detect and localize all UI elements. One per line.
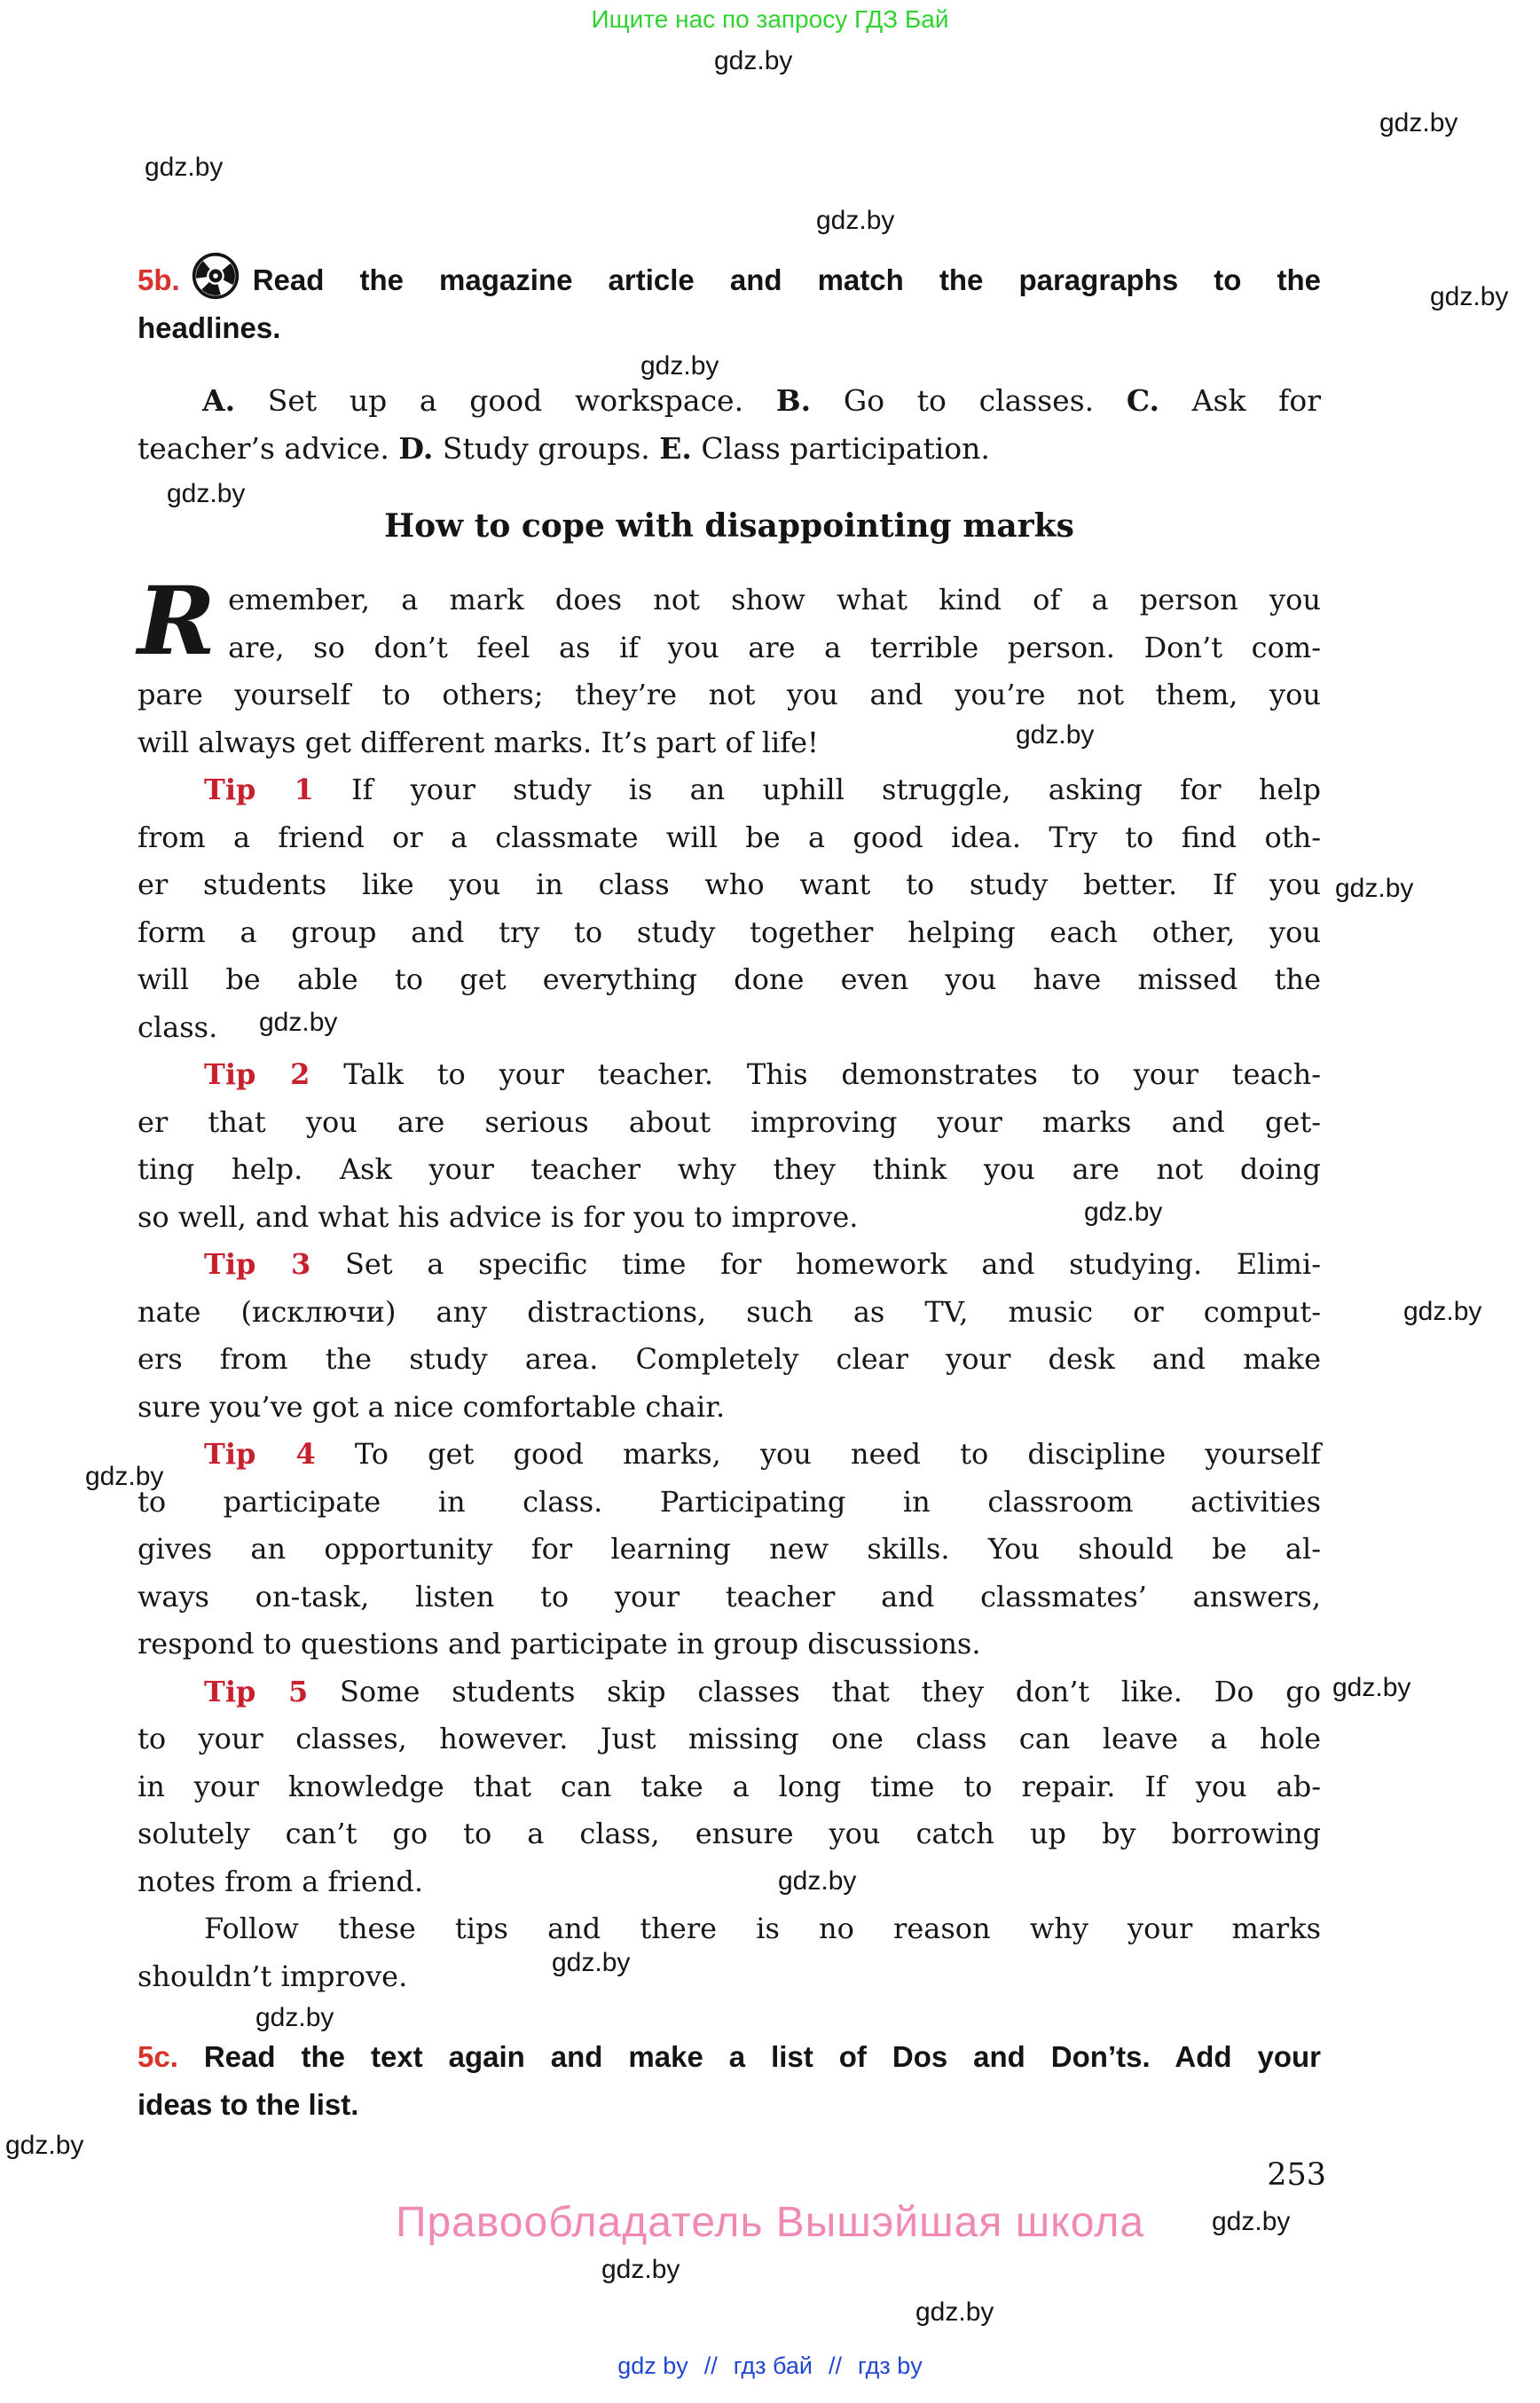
text-line: [138, 1479, 1321, 1527]
text-run: to participate in class. Participating in classroom activities: [138, 1484, 1321, 1519]
footer-separator: //: [703, 2352, 718, 2379]
text-line: [138, 624, 1321, 672]
instruction-text: ideas to the list.: [138, 2088, 359, 2121]
watermark: gdz.by: [5, 2131, 84, 2160]
watermark: gdz.by: [259, 1008, 338, 1037]
tip-label: Tip 2: [204, 1057, 310, 1091]
text-line: [138, 1763, 1321, 1811]
text-line: [138, 1146, 1321, 1194]
watermark: gdz.by: [915, 2297, 994, 2327]
text-line: [138, 1336, 1321, 1384]
text-run: Some students skip classes that they don’t like. Do go: [308, 1674, 1322, 1708]
text-run: emember, a mark does not show what kind of a person you: [228, 583, 1321, 616]
option-letter: B.: [775, 383, 812, 418]
exercise-5b-instruction: [138, 251, 1321, 352]
watermark: gdz.by: [640, 351, 719, 381]
text-line: [138, 1099, 1321, 1147]
text-line: [138, 1905, 1321, 1953]
text-line: [138, 719, 1321, 767]
cd-icon: [191, 251, 240, 301]
text-line: [138, 1621, 1321, 1669]
text-line: [138, 251, 1321, 304]
text-run: ers from the study area. Completely clear your desk and make: [138, 1342, 1321, 1376]
tip-label: Tip 1: [204, 773, 314, 806]
text-line: [138, 377, 1321, 425]
text-line: [138, 814, 1321, 862]
text-line: [138, 1526, 1321, 1574]
watermark: gdz.by: [167, 479, 246, 508]
text-line: [138, 1004, 1321, 1052]
exercise-5c-instruction: [138, 2033, 1321, 2129]
footer-separator: //: [828, 2352, 842, 2379]
text-run: If your study is an uphill struggle, asking for help: [313, 773, 1322, 806]
text-run: solutely can’t go to a class, ensure you catch up by borrowing: [138, 1817, 1321, 1850]
watermark: gdz.by: [1332, 1673, 1411, 1702]
text-line: [138, 1289, 1321, 1337]
watermark: gdz.by: [1403, 1297, 1482, 1326]
text-run: Talk to your teacher. This demonstrates to your teach-: [310, 1057, 1322, 1091]
tip-label: Tip 3: [204, 1247, 311, 1281]
text-run: so well, and what his advice is for you to improve.: [138, 1199, 859, 1234]
text-line: [138, 577, 1321, 624]
footer-link[interactable]: гдз by: [858, 2352, 923, 2379]
text-run: Set a specific time for homework and studying. Elimi-: [310, 1247, 1322, 1281]
text-run: from a friend or a classmate will be a good idea. Try to find oth-: [138, 820, 1321, 854]
text-run: teacher’s advice.: [138, 431, 399, 466]
watermark: gdz.by: [85, 1462, 164, 1491]
watermark: gdz.by: [1430, 282, 1509, 311]
task-number: 5b.: [138, 263, 180, 296]
watermark: gdz.by: [1016, 720, 1095, 750]
text-line: [138, 766, 1321, 814]
option-letter: A.: [202, 383, 236, 418]
text-run: Study groups.: [433, 431, 660, 466]
option-letter: E.: [659, 431, 692, 466]
text-run: Go to classes.: [811, 383, 1127, 418]
text-run: gives an opportunity for learning new skills. You should be al-: [138, 1532, 1321, 1566]
footer-link[interactable]: gdz by: [617, 2352, 688, 2379]
watermark: gdz.by: [1379, 108, 1458, 137]
drop-cap: R: [138, 565, 216, 676]
watermark: gdz.by: [1212, 2207, 1291, 2236]
text-line: [138, 1051, 1321, 1099]
text-run: Set up a good workspace.: [235, 383, 776, 418]
text-line: [138, 2033, 1321, 2081]
footer-links: [0, 2352, 1540, 2380]
text-line: [138, 671, 1321, 719]
text-line: [138, 1953, 1321, 2001]
watermark: gdz.by: [778, 1866, 857, 1896]
text-line: [138, 1574, 1321, 1622]
task-number: 5c.: [138, 2040, 178, 2073]
text-run: Ask for: [1159, 383, 1321, 418]
publisher-note: Правообладатель Вышэйшая школа: [395, 2199, 1145, 2246]
text-line: [138, 1669, 1321, 1716]
article-title: How to cope with disappointing marks: [384, 507, 1074, 545]
watermark: gdz.by: [552, 1948, 631, 1977]
text-line: [138, 1241, 1321, 1289]
text-run: er students like you in class who want to study better. If you: [138, 868, 1321, 901]
watermark: gdz.by: [255, 2003, 334, 2032]
text-line: [138, 425, 1321, 473]
option-letter: D.: [398, 431, 434, 466]
text-line: [138, 2081, 1321, 2129]
tip-label: Tip 5: [204, 1674, 309, 1708]
text-run: ting help. Ask your teacher why they think you are not doing: [138, 1152, 1321, 1186]
text-run: in your knowledge that can take a long time to repair. If you ab-: [138, 1769, 1321, 1803]
text-line: [138, 861, 1321, 909]
text-run: shouldn’t improve.: [138, 1959, 408, 1993]
page-number: 253: [1267, 2157, 1326, 2193]
watermark: gdz.by: [1335, 874, 1414, 903]
watermark: gdz.by: [816, 206, 895, 235]
article-body: [138, 565, 1322, 2000]
text-line: [138, 1431, 1321, 1479]
text-line: [138, 1194, 1321, 1242]
text-line: [138, 304, 1321, 352]
text-run: ways on-task, listen to your teacher and classmates’ answers,: [138, 1579, 1321, 1614]
text-run: To get good marks, you need to discipline yourself: [315, 1437, 1322, 1471]
instruction-text: headlines.: [138, 311, 281, 344]
watermark: gdz.by: [1084, 1198, 1163, 1227]
headline-options: [138, 377, 1321, 473]
watermark: gdz.by: [601, 2255, 680, 2284]
promo-banner: Ищите нас по запросу ГДЗ Бай: [591, 5, 949, 33]
text-run: nate (исключи) any distractions, such as TV, music or comput-: [138, 1294, 1321, 1329]
option-letter: C.: [1126, 383, 1159, 418]
text-run: pare yourself to others; they’re not you and you’re not them, you: [138, 678, 1321, 711]
text-line: [138, 956, 1321, 1004]
text-run: Class participation.: [691, 431, 990, 466]
text-run: er that you are serious about improving your marks and get-: [138, 1104, 1321, 1139]
text-run: to your classes, however. Just missing one class can leave a hole: [138, 1722, 1321, 1755]
text-line: [138, 909, 1321, 957]
text-run: sure you’ve got a nice comfortable chair.: [138, 1389, 726, 1424]
watermark: gdz.by: [145, 153, 224, 182]
text-run: notes from a friend.: [138, 1864, 424, 1898]
text-line: [138, 1384, 1321, 1432]
text-run: are, so don’t feel as if you are a terrible person. Don’t com-: [228, 630, 1321, 664]
watermark: gdz.by: [714, 46, 793, 75]
text-run: respond to questions and participate in group discussions.: [138, 1627, 981, 1661]
text-run: form a group and try to study together helping each other, you: [138, 915, 1321, 949]
text-run: will be able to get everything done even you have missed the: [138, 962, 1321, 996]
text-line: [138, 1716, 1321, 1763]
footer-link[interactable]: гдз бай: [733, 2352, 813, 2379]
tip-label: Tip 4: [204, 1437, 316, 1471]
instruction-text: Read the text again and make a list of Dos and Don’ts. Add your: [177, 2040, 1321, 2073]
text-run: class.: [138, 1009, 218, 1044]
text-run: will always get different marks. It’s part of life!: [138, 725, 819, 759]
instruction-text: Read the magazine article and match the paragraphs to the: [252, 263, 1321, 296]
text-line: [138, 1810, 1321, 1858]
text-run: Follow these tips and there is no reason why your marks: [204, 1912, 1321, 1945]
text-line: [138, 1858, 1321, 1906]
